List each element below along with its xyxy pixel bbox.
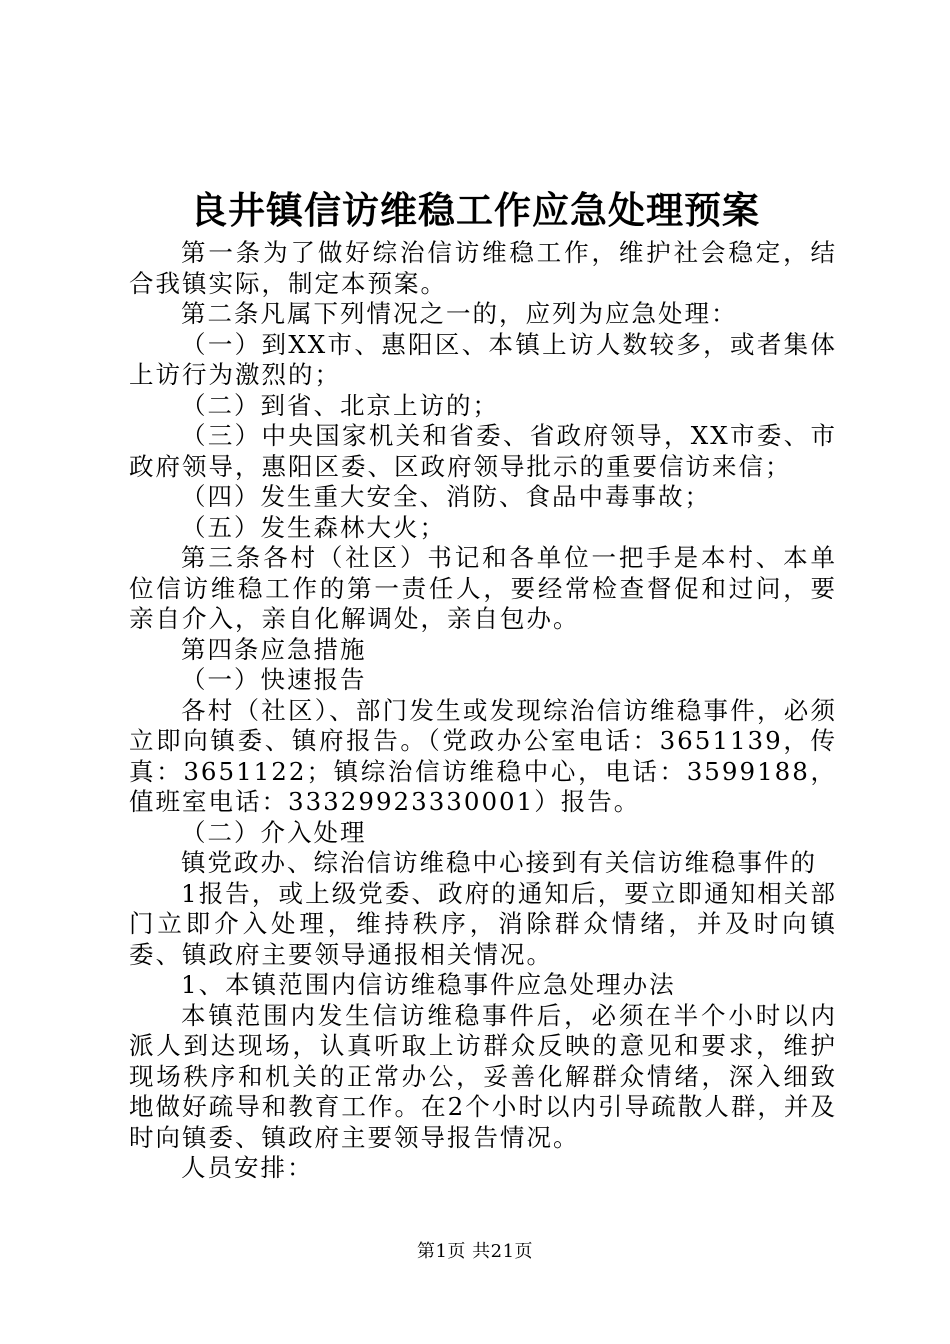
paragraph-article-1: 第一条为了做好综治信访维稳工作，维护社会稳定，结合我镇实际，制定本预案。	[129, 238, 837, 298]
document-body	[129, 238, 837, 1184]
page-footer: 第1页 共21页	[416, 1241, 534, 1262]
paragraph-article-3: 第三条各村（社区）书记和各单位一把手是本村、本单位信访维稳工作的第一责任人，要经常检查督促和过问，要亲自介入，亲自化解调处，亲自包办。	[129, 543, 837, 633]
paragraph-staffing: 人员安排：	[181, 1153, 314, 1182]
paragraph-subsection-1: 1、本镇范围内信访维稳事件应急处理办法	[181, 970, 676, 999]
paragraph-item-3: （三）中央国家机关和省委、省政府领导，XX市委、市政府领导，惠阳区委、区政府领导批示的重要信访来信；	[129, 421, 837, 481]
paragraph-item-1: （一）到XX市、惠阳区、本镇上访人数较多，或者集体上访行为激烈的；	[129, 329, 837, 389]
paragraph-report-details: 各村（社区）、部门发生或发现综治信访维稳事件，必须立即向镇委、镇府报告。（党政办公室电话：3651139，传真：3651122；镇综治信访维稳中心，电话：3599188，值班室电话：33329923330001）报告。	[129, 695, 837, 816]
paragraph-section-fast-report: （一）快速报告	[181, 665, 367, 694]
paragraph-item-2: （二）到省、北京上访的；	[181, 390, 499, 420]
paragraph-article-4: 第四条应急措施	[181, 634, 367, 664]
document-title: 良井镇信访维稳工作应急处理预案	[190, 188, 760, 232]
paragraph-intervention-intro: 镇党政办、综治信访维稳中心接到有关信访维稳事件的	[181, 848, 817, 877]
paragraph-item-5: （五）发生森林大火；	[181, 512, 446, 542]
paragraph-article-2: 第二条凡属下列情况之一的，应列为应急处理：	[181, 299, 738, 328]
paragraph-intervention-details: 1报告，或上级党委、政府的通知后，要立即通知相关部门立即介入处理，维持秩序，消除群众情绪，并及时向镇委、镇政府主要领导通报相关情况。	[129, 878, 837, 969]
paragraph-subsection-1-details: 本镇范围内发生信访维稳事件后，必须在半个小时以内派人到达现场，认真听取上访群众反映的意见和要求，维护现场秩序和机关的正常办公，妥善化解群众情绪，深入细致地做好疏导和教育工作。在2个小时以内引导疏散人群，并及时向镇委、镇政府主要领导报告情况。	[129, 1000, 837, 1152]
paragraph-item-4: （四）发生重大安全、消防、食品中毒事故；	[181, 482, 711, 511]
paragraph-section-intervention: （二）介入处理	[181, 817, 367, 847]
